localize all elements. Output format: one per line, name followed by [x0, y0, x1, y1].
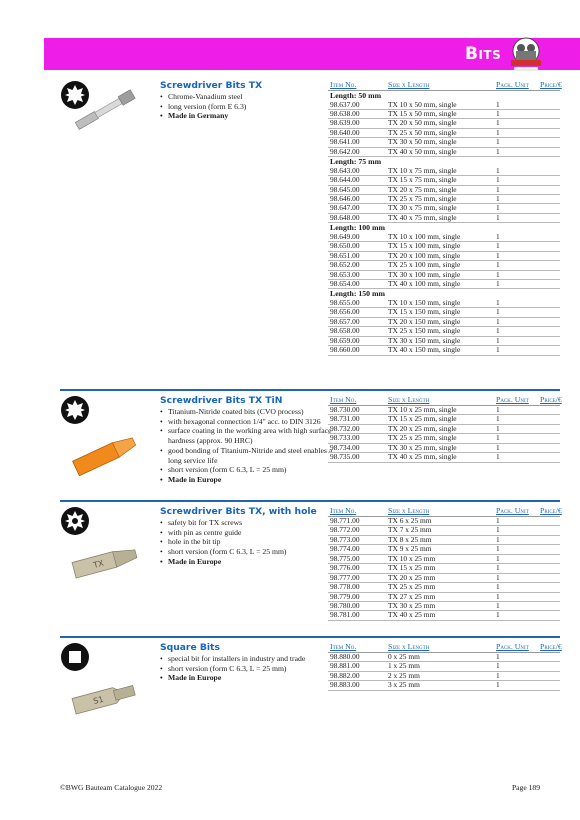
article-table	[328, 506, 560, 621]
size-length: TX 30 x 25 mm	[388, 600, 436, 610]
column-header-price: Price/€	[540, 80, 562, 89]
size-length: TX 9 x 25 mm	[388, 544, 432, 554]
pack-unit: 1	[496, 118, 500, 128]
table-row	[328, 346, 560, 355]
tx-bit-image	[65, 80, 145, 140]
item-number: 98.772.00	[330, 525, 360, 535]
table-row	[328, 453, 560, 462]
pack-unit: 1	[496, 591, 500, 601]
item-number: 98.773.00	[330, 534, 360, 544]
table-row	[328, 611, 560, 620]
pack-unit: 1	[496, 307, 500, 317]
size-length: TX 40 x 100 mm, single	[388, 278, 461, 288]
size-length: TX 25 x 150 mm, single	[388, 326, 461, 336]
bullet-item: • Made in Germany	[160, 111, 336, 121]
product-description	[160, 80, 336, 121]
item-number: 98.881.00	[330, 661, 360, 671]
article-table	[328, 80, 560, 356]
length-group-label: Length: 75 mm	[330, 157, 382, 167]
size-length: TX 40 x 150 mm, single	[388, 345, 461, 355]
bullet-item: • Made in Europe	[160, 673, 336, 683]
bullet-item: • good bonding of Titanium-Nitride and steel enables a long service life	[160, 446, 336, 465]
square-bit-image	[65, 668, 145, 728]
item-number: 98.648.00	[330, 212, 360, 222]
size-length: TX 30 x 100 mm, single	[388, 269, 461, 279]
article-table	[328, 395, 560, 463]
size-length: TX 20 x 150 mm, single	[388, 316, 461, 326]
bullet-list	[160, 518, 336, 567]
item-number: 98.649.00	[330, 231, 360, 241]
column-header-pack: Pack. Unit	[496, 642, 529, 651]
item-number: 98.641.00	[330, 137, 360, 147]
pack-unit: 1	[496, 652, 500, 661]
size-length: TX 6 x 25 mm	[388, 516, 432, 525]
pack-unit: 1	[496, 231, 500, 241]
table-row	[328, 280, 560, 289]
item-number: 98.774.00	[330, 544, 360, 554]
pack-unit: 1	[496, 297, 500, 307]
item-number: 98.778.00	[330, 582, 360, 592]
pack-unit: 1	[496, 544, 500, 554]
pack-unit: 1	[496, 146, 500, 156]
pack-unit: 1	[496, 525, 500, 535]
pack-unit: 1	[496, 99, 500, 109]
size-length: TX 15 x 25 mm, single	[388, 414, 457, 424]
table-row	[328, 593, 560, 602]
size-length: TX 10 x 50 mm, single	[388, 99, 457, 109]
size-length: TX 30 x 50 mm, single	[388, 137, 457, 147]
product-description	[160, 642, 336, 683]
pack-unit: 1	[496, 423, 500, 433]
bwg-logo-icon	[508, 36, 544, 72]
item-number: 98.735.00	[330, 452, 360, 462]
size-length: TX 20 x 25 mm, single	[388, 423, 457, 433]
size-length: TX 15 x 25 mm	[388, 563, 436, 573]
size-length: TX 40 x 75 mm, single	[388, 212, 457, 222]
item-number: 98.659.00	[330, 335, 360, 345]
pack-unit: 1	[496, 260, 500, 270]
bullet-item: • surface coating in the working area with high surface hardness (approx. 90 HRC)	[160, 426, 336, 445]
table-row	[328, 526, 560, 535]
size-length: TX 15 x 75 mm, single	[388, 175, 457, 185]
size-length: TX 25 x 50 mm, single	[388, 127, 457, 137]
item-number: 98.880.00	[330, 652, 360, 661]
bullet-item: • short version (form C 6.3, L = 25 mm)	[160, 465, 336, 475]
table-row	[328, 672, 560, 681]
pack-unit: 1	[496, 680, 500, 690]
item-number: 98.638.00	[330, 108, 360, 118]
table-row	[328, 214, 560, 223]
footer-copyright: ©BWG Bauteam Catalogue 2022	[60, 783, 163, 792]
bullet-item: • Titanium-Nitride coated bits (CVO process)	[160, 407, 336, 417]
size-length: TX 27 x 25 mm	[388, 591, 436, 601]
column-header-size: Size x Length	[388, 80, 430, 89]
size-length: 3 x 25 mm	[388, 680, 420, 690]
column-header-size: Size x Length	[388, 395, 430, 404]
column-header-price: Price/€	[540, 395, 562, 404]
item-number: 98.650.00	[330, 241, 360, 251]
article-table	[328, 642, 560, 691]
pack-unit: 1	[496, 553, 500, 563]
pack-unit: 1	[496, 212, 500, 222]
pack-unit: 1	[496, 563, 500, 573]
tin-bit-image	[65, 425, 145, 485]
bullet-list	[160, 654, 336, 683]
item-number: 98.771.00	[330, 516, 360, 525]
bullet-list	[160, 92, 336, 121]
item-number: 98.660.00	[330, 345, 360, 355]
column-header-item: Item No.	[330, 506, 357, 515]
pack-unit: 1	[496, 241, 500, 251]
item-number: 98.653.00	[330, 269, 360, 279]
size-length: TX 20 x 100 mm, single	[388, 250, 461, 260]
bullet-item: • Made in Europe	[160, 557, 336, 567]
bullet-item: • Chrome-Vanadium steel	[160, 92, 336, 102]
pack-unit: 1	[496, 203, 500, 213]
pack-unit: 1	[496, 269, 500, 279]
item-number: 98.780.00	[330, 600, 360, 610]
pack-unit: 1	[496, 250, 500, 260]
table-header	[328, 80, 560, 91]
size-length: TX 40 x 25 mm	[388, 610, 436, 620]
size-length: TX 10 x 25 mm, single	[388, 405, 457, 414]
column-header-item: Item No.	[330, 395, 357, 404]
item-number: 98.642.00	[330, 146, 360, 156]
pack-unit: 1	[496, 452, 500, 462]
size-length: 0 x 25 mm	[388, 652, 420, 661]
size-length: TX 30 x 25 mm, single	[388, 442, 457, 452]
pack-unit: 1	[496, 582, 500, 592]
size-length: TX 20 x 50 mm, single	[388, 118, 457, 128]
column-header-price: Price/€	[540, 506, 562, 515]
item-number: 98.779.00	[330, 591, 360, 601]
page-title: Bits	[465, 44, 502, 64]
size-length: TX 25 x 25 mm, single	[388, 433, 457, 443]
size-length: TX 30 x 150 mm, single	[388, 335, 461, 345]
bullet-item: • with hexagonal connection 1/4" acc. to DIN 3126	[160, 417, 336, 427]
bullet-item: • with pin as centre guide	[160, 528, 336, 538]
column-header-price: Price/€	[540, 642, 562, 651]
item-number: 98.776.00	[330, 563, 360, 573]
pack-unit: 1	[496, 193, 500, 203]
table-row	[328, 564, 560, 573]
column-header-pack: Pack. Unit	[496, 395, 529, 404]
pack-unit: 1	[496, 670, 500, 680]
pack-unit: 1	[496, 345, 500, 355]
product-description	[160, 506, 336, 567]
size-length: 2 x 25 mm	[388, 670, 420, 680]
item-number: 98.655.00	[330, 297, 360, 307]
item-number: 98.734.00	[330, 442, 360, 452]
size-length: TX 7 x 25 mm	[388, 525, 432, 535]
item-number: 98.647.00	[330, 203, 360, 213]
pack-unit: 1	[496, 326, 500, 336]
product-description	[160, 395, 336, 485]
column-header-pack: Pack. Unit	[496, 506, 529, 515]
page-number: Page 189	[511, 783, 540, 792]
table-header	[328, 642, 560, 653]
item-number: 98.656.00	[330, 307, 360, 317]
column-header-size: Size x Length	[388, 642, 430, 651]
section-divider	[60, 389, 560, 391]
pack-unit: 1	[496, 572, 500, 582]
size-length: TX 8 x 25 mm	[388, 534, 432, 544]
pack-unit: 1	[496, 433, 500, 443]
table-row	[328, 148, 560, 157]
bullet-list	[160, 407, 336, 485]
table-row	[328, 602, 560, 611]
size-length: TX 40 x 25 mm, single	[388, 452, 457, 462]
tx-hole-bit-image	[65, 532, 145, 592]
size-length: TX 10 x 25 mm	[388, 553, 436, 563]
pack-unit: 1	[496, 137, 500, 147]
size-length: 1 x 25 mm	[388, 661, 420, 671]
size-length: TX 25 x 100 mm, single	[388, 260, 461, 270]
bullet-item: • safety bit for TX screws	[160, 518, 336, 528]
item-number: 98.730.00	[330, 405, 360, 414]
bullet-item: • Made in Europe	[160, 475, 336, 485]
product-title: Screwdriver Bits TX	[160, 80, 263, 91]
size-length: TX 10 x 100 mm, single	[388, 231, 461, 241]
size-length: TX 25 x 75 mm, single	[388, 193, 457, 203]
column-header-item: Item No.	[330, 80, 357, 89]
svg-text:TX: TX	[92, 558, 105, 570]
size-length: TX 15 x 150 mm, single	[388, 307, 461, 317]
pack-unit: 1	[496, 405, 500, 414]
table-row	[328, 536, 560, 545]
pack-unit: 1	[496, 610, 500, 620]
pack-unit: 1	[496, 278, 500, 288]
column-header-pack: Pack. Unit	[496, 80, 529, 89]
column-header-size: Size x Length	[388, 506, 430, 515]
section-divider	[60, 636, 560, 638]
size-length: TX 10 x 150 mm, single	[388, 297, 461, 307]
pack-unit: 1	[496, 335, 500, 345]
item-number: 98.657.00	[330, 316, 360, 326]
item-number: 98.883.00	[330, 680, 360, 690]
item-number: 98.644.00	[330, 175, 360, 185]
size-length: TX 20 x 75 mm, single	[388, 184, 457, 194]
table-row	[328, 681, 560, 690]
item-number: 98.781.00	[330, 610, 360, 620]
length-group-label: Length: 50 mm	[330, 91, 382, 100]
item-number: 98.645.00	[330, 184, 360, 194]
pack-unit: 1	[496, 108, 500, 118]
size-length: TX 15 x 100 mm, single	[388, 241, 461, 251]
size-length: TX 30 x 75 mm, single	[388, 203, 457, 213]
item-number: 98.882.00	[330, 670, 360, 680]
pack-unit: 1	[496, 516, 500, 525]
item-number: 98.777.00	[330, 572, 360, 582]
section-divider	[60, 500, 560, 502]
pack-unit: 1	[496, 661, 500, 671]
pack-unit: 1	[496, 600, 500, 610]
torx-icon	[60, 395, 90, 425]
length-group-label: Length: 150 mm	[330, 289, 386, 299]
item-number: 98.732.00	[330, 423, 360, 433]
svg-text:S1: S1	[92, 694, 105, 706]
item-number: 98.646.00	[330, 193, 360, 203]
table-row	[328, 653, 560, 662]
pack-unit: 1	[496, 316, 500, 326]
product-title: Screwdriver Bits TX TiN	[160, 395, 283, 406]
length-group-label: Length: 100 mm	[330, 223, 386, 233]
item-number: 98.658.00	[330, 326, 360, 336]
table-row	[328, 662, 560, 671]
size-length: TX 10 x 75 mm, single	[388, 165, 457, 175]
item-number: 98.639.00	[330, 118, 360, 128]
bullet-item: • special bit for installers in industry and trade	[160, 654, 336, 664]
size-length: TX 20 x 25 mm	[388, 572, 436, 582]
pack-unit: 1	[496, 165, 500, 175]
item-number: 98.654.00	[330, 278, 360, 288]
table-row	[328, 574, 560, 583]
item-number: 98.731.00	[330, 414, 360, 424]
item-number: 98.640.00	[330, 127, 360, 137]
size-length: TX 25 x 25 mm	[388, 582, 436, 592]
product-title: Square Bits	[160, 642, 220, 653]
table-row	[328, 545, 560, 554]
bullet-item: • short version (form C 6.3, L = 25 mm)	[160, 664, 336, 674]
table-row	[328, 583, 560, 592]
item-number: 98.733.00	[330, 433, 360, 443]
product-title: Screwdriver Bits TX, with hole	[160, 506, 317, 517]
pack-unit: 1	[496, 534, 500, 544]
pack-unit: 1	[496, 127, 500, 137]
item-number: 98.775.00	[330, 553, 360, 563]
item-number: 98.652.00	[330, 260, 360, 270]
pack-unit: 1	[496, 442, 500, 452]
pack-unit: 1	[496, 414, 500, 424]
table-row	[328, 517, 560, 526]
pack-unit: 1	[496, 184, 500, 194]
table-row	[328, 555, 560, 564]
item-number: 98.651.00	[330, 250, 360, 260]
item-number: 98.637.00	[330, 99, 360, 109]
bullet-item: • short version (form C 6.3, L = 25 mm)	[160, 547, 336, 557]
bullet-item: • long version (form E 6.3)	[160, 102, 336, 112]
size-length: TX 15 x 50 mm, single	[388, 108, 457, 118]
item-number: 98.643.00	[330, 165, 360, 175]
table-header	[328, 506, 560, 517]
column-header-item: Item No.	[330, 642, 357, 651]
size-length: TX 40 x 50 mm, single	[388, 146, 457, 156]
pack-unit: 1	[496, 175, 500, 185]
bullet-item: • hole in the bit tip	[160, 537, 336, 547]
